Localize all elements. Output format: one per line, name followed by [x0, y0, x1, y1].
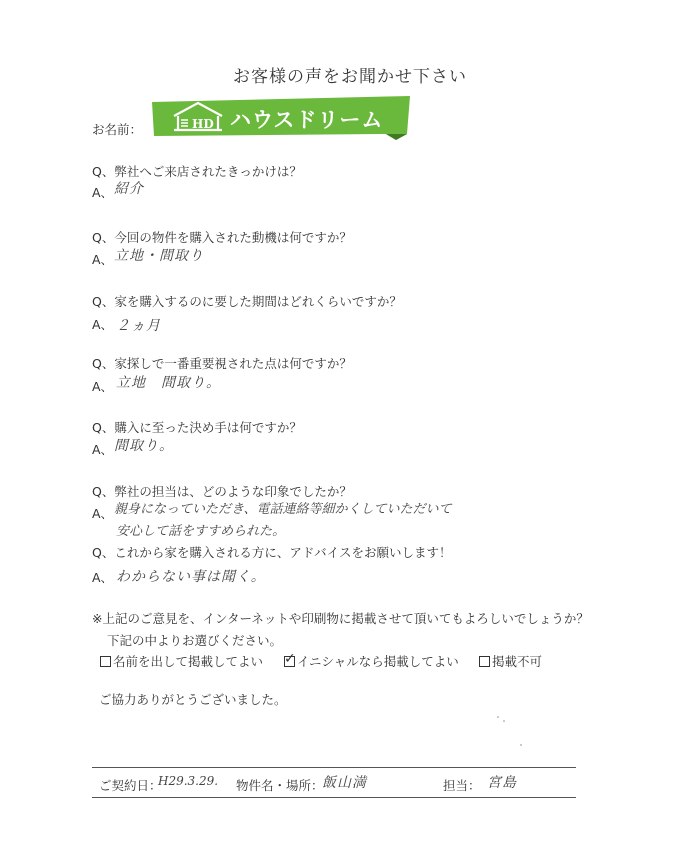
answer-2: 立地・間取り — [114, 248, 204, 264]
question-6: Q、弊社の担当は、どのような印象でしたか？ — [92, 484, 352, 499]
logo-text: ハウスドリーム — [230, 108, 384, 132]
option-name-ok[interactable] — [100, 652, 263, 670]
staff-label: 担当： — [443, 778, 481, 793]
answer-7: わからない事は聞く。 — [116, 569, 266, 585]
option-not-ok-label: 掲載不可 — [492, 654, 543, 669]
checkbox-initials-ok[interactable] — [284, 651, 296, 667]
answer-5-prefix: A、 — [92, 442, 114, 457]
thanks-message: ご協力ありがとうございました。 — [99, 692, 287, 707]
paper-speck — [497, 716, 499, 718]
question-1: Q、弊社へご来店されたきっかけは？ — [92, 164, 302, 179]
property-label: 物件名・場所： — [236, 778, 324, 793]
question-5: Q、購入に至った決め手は何ですか？ — [92, 420, 302, 435]
paper-speck — [503, 720, 505, 722]
question-4: Q、家探しで一番重要視された点は何ですか？ — [92, 356, 352, 371]
answer-5: 間取り。 — [114, 438, 174, 454]
answer-2-prefix: A、 — [92, 252, 114, 267]
page-title: お客様の声をお聞かせ下さい — [233, 67, 467, 87]
answer-6-line-2: 安心して話をすすめられた。 — [116, 524, 286, 539]
contract-date-value: H29.3.29. — [158, 774, 219, 788]
consent-instruction: 下記の中よりお選びください。 — [107, 633, 283, 648]
checkmark-icon: ✓ — [284, 651, 296, 667]
name-label: お名前： — [92, 122, 143, 137]
paper-speck — [520, 744, 522, 746]
footer-top-rule — [92, 767, 576, 768]
answer-3: ２ヵ月 — [116, 318, 161, 334]
answer-4: 立地 間取り。 — [116, 375, 221, 391]
question-2: Q、今回の物件を購入された動機は何ですか？ — [92, 230, 352, 245]
option-initials-ok-label: イニシャルなら掲載してよい — [297, 654, 459, 669]
answer-6-prefix: A、 — [92, 506, 114, 521]
consent-question: ※上記のご意見を、インターネットや印刷物に掲載させて頂いてもよろしいでしょうか？ — [92, 611, 589, 626]
answer-7-prefix: A、 — [92, 570, 114, 585]
option-name-ok-label: 名前を出して掲載してよい — [113, 654, 264, 669]
answer-1-prefix: A、 — [92, 185, 114, 200]
checkbox-name-ok[interactable] — [100, 656, 111, 667]
answer-6: 親身になっていただき、電話連絡等細かくしていただいて — [114, 502, 452, 517]
question-7: Q、これから家を購入される方に、アドバイスをお願いします！ — [92, 545, 452, 560]
checkbox-not-ok[interactable] — [479, 656, 490, 667]
contract-date-label: ご契約日： — [99, 778, 162, 793]
property-value: 飯山満 — [322, 775, 367, 791]
answer-4-prefix: A、 — [92, 379, 114, 394]
logo-mark-text: HD — [192, 117, 214, 131]
company-logo-stamp — [148, 94, 412, 142]
footer-bottom-rule — [92, 797, 576, 798]
staff-value: 宮島 — [487, 775, 517, 791]
option-initials-ok[interactable] — [284, 652, 459, 670]
answer-3-prefix: A、 — [92, 317, 114, 332]
answer-1: 紹介 — [114, 181, 144, 197]
option-not-ok[interactable] — [479, 652, 542, 670]
question-3: Q、家を購入するのに要した期間はどれくらいですか？ — [92, 294, 402, 309]
